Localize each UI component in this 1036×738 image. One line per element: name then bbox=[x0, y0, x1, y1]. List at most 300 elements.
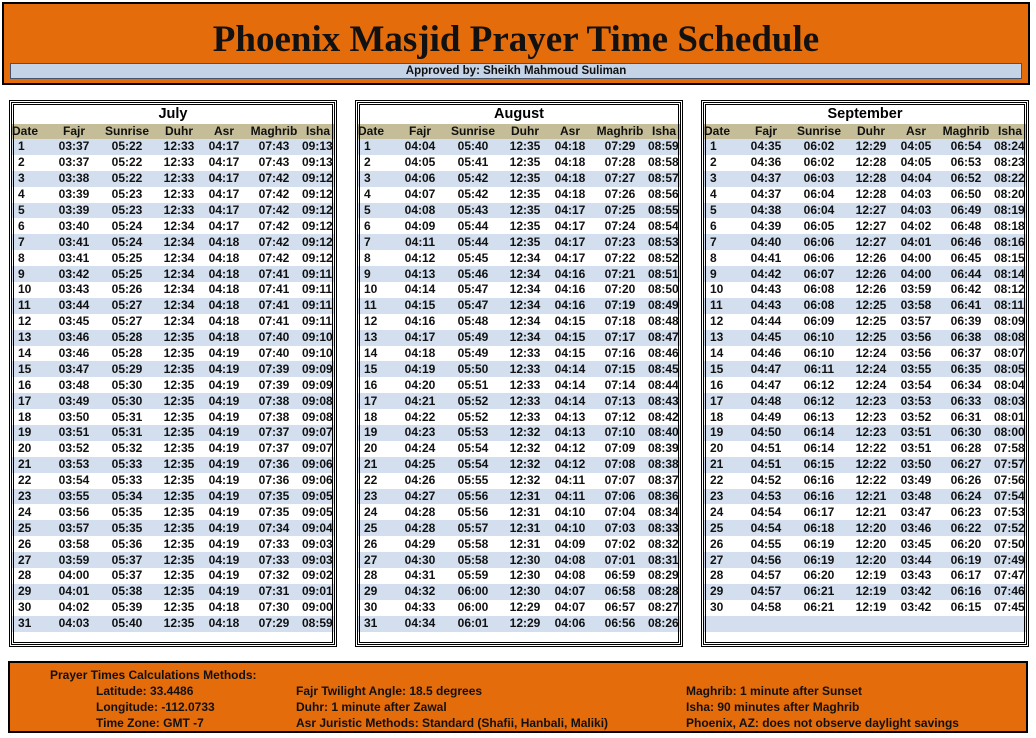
table-cell: 04:44 bbox=[750, 314, 782, 329]
table-cell: 07:09 bbox=[604, 441, 636, 456]
table-cell: 04:27 bbox=[396, 489, 444, 505]
table-cell: 04:18 bbox=[554, 155, 586, 170]
table-cell: 12:29 bbox=[502, 616, 548, 632]
table-cell: 04:08 bbox=[396, 203, 444, 219]
table-cell: 06:50 bbox=[950, 187, 982, 202]
table-row bbox=[704, 250, 1026, 266]
table-row bbox=[358, 409, 680, 425]
table-cell: 04:42 bbox=[742, 266, 790, 282]
table-cell: 04:18 bbox=[208, 250, 240, 265]
table-cell: 12:35 bbox=[163, 377, 195, 392]
isha-method: Isha: 90 minutes after Maghrib bbox=[686, 700, 860, 714]
table-cell: 05:54 bbox=[444, 457, 502, 473]
table-cell: 06:00 bbox=[457, 600, 489, 615]
table-cell: 07:19 bbox=[592, 298, 648, 314]
table-row bbox=[704, 536, 1026, 552]
table-cell: 05:31 bbox=[98, 425, 156, 441]
table-cell: 1 bbox=[358, 139, 396, 155]
month-title: July bbox=[158, 106, 188, 122]
table-cell: 07:33 bbox=[258, 536, 290, 551]
table-cell: 04:36 bbox=[750, 155, 782, 170]
table-cell: 05:33 bbox=[111, 473, 143, 488]
table-cell: 12 bbox=[18, 314, 32, 329]
table-cell: 28 bbox=[364, 568, 378, 583]
table-cell: 04:37 bbox=[742, 171, 790, 187]
table-cell: 23 bbox=[704, 489, 742, 505]
table-cell: 06:21 bbox=[790, 584, 848, 600]
month-title: August bbox=[494, 106, 544, 122]
column-header: Duhr bbox=[502, 124, 548, 139]
table-cell: 05:47 bbox=[444, 298, 502, 314]
table-cell: 07:42 bbox=[258, 187, 290, 202]
table-cell: 12:35 bbox=[156, 361, 202, 377]
table-cell: 04:19 bbox=[208, 409, 240, 424]
table-cell: 06:33 bbox=[938, 393, 994, 409]
table-cell: 12:34 bbox=[163, 250, 195, 265]
table-cell: 04:16 bbox=[548, 298, 592, 314]
table-cell: 06:12 bbox=[790, 393, 848, 409]
table-cell: 12:35 bbox=[156, 489, 202, 505]
table-cell: 5 bbox=[704, 203, 742, 219]
table-cell: 05:44 bbox=[444, 234, 502, 250]
table-cell: 05:38 bbox=[98, 584, 156, 600]
table-cell: 08:51 bbox=[648, 266, 679, 281]
table-cell: 08:43 bbox=[648, 393, 679, 408]
table-cell: 03:58 bbox=[58, 536, 90, 551]
table-cell: 05:48 bbox=[457, 314, 489, 329]
table-cell: 08:31 bbox=[648, 552, 679, 567]
time-zone: Time Zone: GMT -7 bbox=[96, 716, 204, 730]
table-cell: 05:31 bbox=[111, 409, 143, 424]
table-cell: 06:14 bbox=[803, 441, 835, 456]
table-cell: 06:30 bbox=[938, 425, 994, 441]
table-cell: 12:35 bbox=[509, 218, 541, 233]
table-cell: 2 bbox=[364, 155, 371, 170]
table-cell: 04:17 bbox=[548, 203, 592, 219]
table-cell: 06:15 bbox=[950, 600, 982, 615]
table-cell: 03:41 bbox=[50, 234, 98, 250]
table-cell: 31 bbox=[358, 616, 396, 632]
table-cell: 03:48 bbox=[58, 377, 90, 392]
table-cell: 07:41 bbox=[258, 282, 290, 297]
table-cell: 18 bbox=[364, 409, 378, 424]
table-cell: 04:00 bbox=[900, 250, 932, 265]
table-cell: 06:49 bbox=[938, 203, 994, 219]
table-cell: 05:47 bbox=[457, 282, 489, 297]
table-cell: 09:12 bbox=[302, 250, 333, 265]
table-cell: 09:03 bbox=[302, 552, 333, 567]
table-cell: 12:23 bbox=[855, 409, 887, 424]
table-row bbox=[12, 409, 334, 425]
table-cell: 12:33 bbox=[509, 377, 541, 392]
table-cell: 7 bbox=[704, 234, 742, 250]
table-cell: 12:35 bbox=[502, 234, 548, 250]
table-row bbox=[704, 425, 1026, 441]
table-cell: 06:44 bbox=[938, 266, 994, 282]
table-cell: 06:00 bbox=[444, 584, 502, 600]
table-cell: 06:57 bbox=[604, 600, 636, 615]
table-cell: 09:03 bbox=[302, 536, 333, 551]
table-header-row bbox=[358, 124, 680, 139]
table-cell: 05:36 bbox=[111, 536, 143, 551]
table-cell: 06:41 bbox=[938, 298, 994, 314]
table-cell: 04:16 bbox=[548, 266, 592, 282]
column-header: Asr bbox=[894, 124, 938, 139]
table-cell: 08:39 bbox=[648, 441, 679, 456]
table-cell: 03:50 bbox=[58, 409, 90, 424]
table-row bbox=[358, 282, 680, 298]
table-cell: 03:45 bbox=[900, 536, 932, 551]
table-cell: 04:15 bbox=[554, 346, 586, 361]
table-cell: 03:47 bbox=[50, 361, 98, 377]
table-cell: 03:37 bbox=[58, 155, 90, 170]
table-cell: 04:05 bbox=[894, 139, 938, 155]
table-cell: 12:24 bbox=[855, 346, 887, 361]
table-row bbox=[12, 203, 334, 219]
table-row bbox=[704, 473, 1026, 489]
table-cell: 05:27 bbox=[98, 298, 156, 314]
table-cell: 04:15 bbox=[554, 314, 586, 329]
table-cell: 12:35 bbox=[163, 568, 195, 583]
table-cell: 08:54 bbox=[648, 218, 679, 233]
table-cell: 09:12 bbox=[302, 203, 333, 217]
column-header: Sunrise bbox=[98, 124, 156, 139]
table-cell: 12:22 bbox=[855, 441, 887, 456]
table-cell: 09:11 bbox=[302, 314, 333, 329]
table-cell: 06:54 bbox=[938, 139, 994, 155]
table-cell: 3 bbox=[12, 171, 50, 187]
table-row bbox=[12, 489, 334, 505]
table-cell: 04:03 bbox=[50, 616, 98, 632]
table-cell: 09:11 bbox=[302, 298, 333, 313]
table-cell: 12:31 bbox=[502, 520, 548, 536]
table-row bbox=[12, 552, 334, 568]
table-row bbox=[704, 330, 1026, 346]
month-panel-september bbox=[701, 100, 1029, 647]
table-cell: 04:33 bbox=[404, 600, 436, 615]
table-row bbox=[358, 218, 680, 234]
table-cell: 03:52 bbox=[58, 441, 90, 456]
table-cell: 04:00 bbox=[894, 266, 938, 282]
table-cell: 05:33 bbox=[98, 457, 156, 473]
table-cell: 4 bbox=[710, 187, 717, 202]
table-cell: 07:36 bbox=[258, 473, 290, 488]
table-cell: 08:48 bbox=[648, 314, 679, 329]
table-cell: 10 bbox=[18, 282, 32, 297]
table-cell: 04:17 bbox=[202, 139, 246, 155]
table-cell: 08:45 bbox=[648, 361, 679, 376]
table-cell: 03:44 bbox=[894, 552, 938, 568]
table-cell: 07:25 bbox=[592, 203, 648, 219]
table-cell: 04:52 bbox=[750, 473, 782, 488]
table-cell: 08:29 bbox=[648, 568, 679, 583]
table-cell: 04:40 bbox=[742, 234, 790, 250]
table-row bbox=[358, 187, 680, 203]
table-cell: 08:03 bbox=[994, 393, 1025, 408]
table-cell: 03:45 bbox=[58, 314, 90, 329]
table-cell: 05:49 bbox=[457, 346, 489, 361]
table-row bbox=[704, 171, 1026, 187]
table-row bbox=[12, 504, 334, 520]
table-row bbox=[12, 282, 334, 298]
column-header: Date bbox=[704, 124, 742, 139]
table-cell: 10 bbox=[364, 282, 378, 297]
table-cell: 03:41 bbox=[58, 250, 90, 265]
table-cell: 22 bbox=[364, 473, 378, 488]
table-cell: 12:31 bbox=[509, 536, 541, 551]
table-cell: 07:49 bbox=[994, 552, 1025, 567]
table-cell: 03:42 bbox=[894, 584, 938, 600]
table-cell: 07:28 bbox=[604, 155, 636, 170]
table-cell: 06:26 bbox=[950, 473, 982, 488]
table-cell: 5 bbox=[358, 203, 396, 219]
table-cell: 04:09 bbox=[554, 536, 586, 551]
table-cell: 04:15 bbox=[396, 298, 444, 314]
table-cell: 08:56 bbox=[648, 187, 679, 202]
table-cell: 04:49 bbox=[750, 409, 782, 424]
table-cell: 1 bbox=[12, 139, 50, 155]
table-cell: 03:46 bbox=[58, 346, 90, 361]
table-cell: 12:34 bbox=[156, 234, 202, 250]
table-cell: 06:46 bbox=[938, 234, 994, 250]
table-row bbox=[358, 393, 680, 409]
table-cell: 04:17 bbox=[396, 330, 444, 346]
table-cell: 03:49 bbox=[50, 393, 98, 409]
table-row bbox=[12, 139, 334, 155]
table-cell: 12:30 bbox=[509, 568, 541, 583]
table-cell: 12:21 bbox=[855, 504, 887, 519]
table-cell: 04:19 bbox=[208, 536, 240, 551]
table-cell: 05:22 bbox=[111, 155, 143, 170]
table-cell: 5 bbox=[12, 203, 50, 219]
table-cell: 04:01 bbox=[894, 234, 938, 250]
table-cell: 06:10 bbox=[790, 330, 848, 346]
table-cell: 12:25 bbox=[848, 330, 894, 346]
title-banner bbox=[2, 2, 1030, 85]
table-cell: 08:50 bbox=[648, 282, 679, 297]
table-cell: 03:50 bbox=[894, 457, 938, 473]
table-cell: 05:42 bbox=[457, 187, 489, 202]
table-cell: 06:13 bbox=[803, 409, 835, 424]
table-cell: 04:37 bbox=[750, 187, 782, 202]
table-row bbox=[358, 457, 680, 473]
table-cell: 04:58 bbox=[750, 600, 782, 615]
asr-method: Asr Juristic Methods: Standard (Shafii, Hanbali, Maliki) bbox=[296, 716, 609, 730]
table-cell: 12:31 bbox=[509, 504, 541, 519]
table-cell: 04:18 bbox=[202, 616, 246, 632]
table-cell: 04:13 bbox=[396, 266, 444, 282]
table-cell: 07:31 bbox=[246, 584, 302, 600]
table-cell: 04:56 bbox=[742, 552, 790, 568]
table-cell: 12:26 bbox=[855, 250, 887, 265]
table-row bbox=[358, 584, 680, 600]
table-cell: 18 bbox=[710, 409, 724, 424]
table-cell: 06:03 bbox=[790, 171, 848, 187]
table-cell: 08:57 bbox=[648, 171, 679, 186]
table-cell: 06:39 bbox=[950, 314, 982, 329]
table-cell: 05:56 bbox=[457, 504, 489, 519]
table-cell: 05:58 bbox=[457, 536, 489, 551]
table-cell: 04:30 bbox=[396, 552, 444, 568]
table-cell: 12:26 bbox=[848, 266, 894, 282]
table-cell: 03:58 bbox=[894, 298, 938, 314]
table-cell: 2 bbox=[710, 155, 717, 170]
table-header-row bbox=[704, 124, 1026, 139]
table-cell: 05:24 bbox=[111, 218, 143, 233]
table-cell: 09:12 bbox=[302, 187, 333, 202]
table-cell: 12:32 bbox=[502, 457, 548, 473]
table-cell: 04:03 bbox=[900, 187, 932, 202]
column-header: Isha bbox=[994, 124, 1026, 139]
table-row bbox=[12, 298, 334, 314]
table-cell: 05:43 bbox=[444, 203, 502, 219]
table-cell: 08:26 bbox=[648, 616, 679, 631]
table-cell: 12:19 bbox=[855, 568, 887, 583]
table-cell: 07:06 bbox=[592, 489, 648, 505]
table-cell: 03:55 bbox=[894, 361, 938, 377]
calculation-methods bbox=[8, 661, 1028, 733]
table-row bbox=[358, 203, 680, 219]
table-cell: 04:17 bbox=[208, 187, 240, 202]
table-cell: 06:22 bbox=[938, 520, 994, 536]
table-cell: 6 bbox=[364, 218, 371, 233]
month-panel-august bbox=[355, 100, 683, 647]
table-cell: 07:33 bbox=[246, 552, 302, 568]
table-cell: 06:58 bbox=[592, 584, 648, 600]
table-cell: 12:20 bbox=[848, 520, 894, 536]
table-cell: 04:09 bbox=[404, 218, 436, 233]
table-cell: 17 bbox=[704, 393, 742, 409]
table-row bbox=[358, 377, 680, 393]
table-row bbox=[12, 457, 334, 473]
table-row bbox=[358, 536, 680, 552]
table-cell: 8 bbox=[710, 250, 717, 265]
table-cell: 03:51 bbox=[894, 425, 938, 441]
table-row bbox=[358, 298, 680, 314]
table-cell: 12:35 bbox=[502, 139, 548, 155]
table-cell: 08:19 bbox=[994, 203, 1025, 217]
table-row bbox=[12, 314, 334, 330]
table-cell: 03:47 bbox=[900, 504, 932, 519]
table-cell: 05:22 bbox=[98, 139, 156, 155]
table-cell: 05:22 bbox=[98, 171, 156, 187]
table-cell: 06:11 bbox=[790, 361, 848, 377]
table-cell: 05:40 bbox=[98, 616, 156, 632]
table-cell: 04:02 bbox=[900, 218, 932, 233]
table-cell: 03:54 bbox=[900, 377, 932, 392]
table-cell: 25 bbox=[12, 520, 50, 536]
table-cell: 04:19 bbox=[202, 489, 246, 505]
table-cell: 04:53 bbox=[742, 489, 790, 505]
table-cell: 06:02 bbox=[803, 155, 835, 170]
table-cell: 04:08 bbox=[554, 568, 586, 583]
table-cell: 04:57 bbox=[742, 584, 790, 600]
table-cell: 04:19 bbox=[202, 393, 246, 409]
table-cell: 07:41 bbox=[246, 266, 302, 282]
table-cell: 07:50 bbox=[994, 536, 1025, 551]
table-cell: 19 bbox=[704, 425, 742, 441]
table-cell: 04:19 bbox=[208, 441, 240, 456]
table-cell: 08:09 bbox=[994, 314, 1025, 329]
table-cell: 07:46 bbox=[994, 584, 1025, 599]
table-cell: 03:57 bbox=[50, 520, 98, 536]
table-cell: 07:35 bbox=[246, 489, 302, 505]
table-cell-empty bbox=[938, 616, 994, 632]
table-cell: 09:12 bbox=[302, 171, 333, 186]
table-cell: 08:32 bbox=[648, 536, 679, 551]
table-cell: 03:57 bbox=[900, 314, 932, 329]
table-cell: 12:33 bbox=[502, 361, 548, 377]
table-cell-empty bbox=[894, 616, 938, 632]
table-cell: 05:52 bbox=[457, 409, 489, 424]
table-cell: 09:06 bbox=[302, 457, 333, 472]
table-cell: 29 bbox=[704, 584, 742, 600]
table-cell: 06:20 bbox=[803, 568, 835, 583]
table-cell: 04:43 bbox=[742, 298, 790, 314]
table-cell: 03:56 bbox=[894, 330, 938, 346]
table-cell: 04:19 bbox=[202, 361, 246, 377]
table-row bbox=[12, 425, 334, 441]
table-cell: 08:04 bbox=[994, 377, 1025, 392]
table-cell: 04:18 bbox=[202, 298, 246, 314]
table-cell: 07:30 bbox=[258, 600, 290, 615]
table-cell: 04:50 bbox=[742, 425, 790, 441]
prayer-table bbox=[704, 124, 1026, 632]
table-cell: 06:17 bbox=[803, 504, 835, 519]
table-cell: 22 bbox=[18, 473, 32, 488]
table-row bbox=[358, 616, 680, 632]
column-header: Sunrise bbox=[444, 124, 502, 139]
table-row bbox=[12, 441, 334, 457]
table-cell: 06:27 bbox=[938, 457, 994, 473]
table-cell: 05:45 bbox=[457, 250, 489, 265]
table-cell: 07:03 bbox=[592, 520, 648, 536]
table-cell: 07:01 bbox=[592, 552, 648, 568]
table-cell: 07:37 bbox=[258, 441, 290, 456]
table-cell: 12:23 bbox=[848, 393, 894, 409]
table-cell: 16 bbox=[364, 377, 378, 392]
table-cell: 12:35 bbox=[163, 504, 195, 519]
table-row bbox=[358, 171, 680, 187]
table-cell: 11 bbox=[12, 298, 50, 314]
table-cell: 04:17 bbox=[208, 155, 240, 170]
table-cell: 03:37 bbox=[50, 139, 98, 155]
table-cell: 05:59 bbox=[457, 568, 489, 583]
table-cell: 09:02 bbox=[302, 568, 333, 583]
table-cell: 03:39 bbox=[58, 187, 90, 202]
table-cell: 07:38 bbox=[258, 409, 290, 424]
table-cell: 06:37 bbox=[950, 346, 982, 361]
table-cell: 12:35 bbox=[156, 584, 202, 600]
table-row-empty bbox=[704, 616, 1026, 632]
table-cell: 07:43 bbox=[258, 155, 290, 170]
table-cell: 17 bbox=[12, 393, 50, 409]
table-cell: 07:07 bbox=[604, 473, 636, 488]
table-cell: 06:16 bbox=[790, 489, 848, 505]
table-cell: 25 bbox=[358, 520, 396, 536]
table-cell: 12:20 bbox=[855, 536, 887, 551]
table-cell: 04:10 bbox=[548, 520, 592, 536]
table-row bbox=[12, 616, 334, 632]
table-cell: 05:53 bbox=[444, 425, 502, 441]
table-cell: 03:40 bbox=[58, 218, 90, 233]
table-row bbox=[704, 139, 1026, 155]
table-cell: 09:09 bbox=[302, 377, 333, 392]
table-cell: 04:18 bbox=[202, 234, 246, 250]
table-cell: 04:35 bbox=[742, 139, 790, 155]
table-cell: 04:11 bbox=[554, 473, 586, 488]
table-row bbox=[704, 489, 1026, 505]
